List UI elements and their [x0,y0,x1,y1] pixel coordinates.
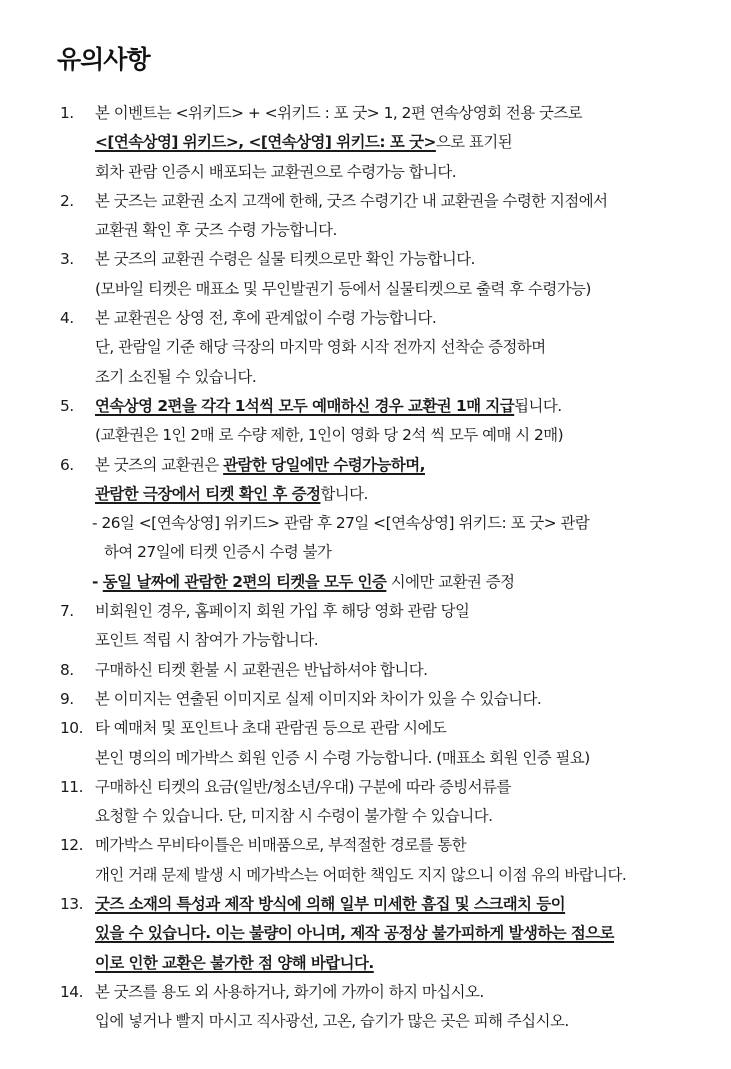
item-text-emphasis: 관람한 극장에서 티켓 확인 후 증정 [95,484,321,503]
item-text: 본 굿즈를 용도 외 사용하거나, 화기에 가까이 하지 마십시오. [95,982,484,1001]
item-number: 13. [60,895,83,914]
item-text: 본 굿즈의 교환권은 [95,455,224,474]
list-item-6 [0,451,731,480]
notice-list [0,99,731,1037]
item-text: 됩니다. [514,396,562,415]
item-text-emphasis: 이로 인한 교환은 불가한 점 양해 바랍니다. [95,953,374,972]
list-item-1 [0,99,731,128]
item-number: 14. [60,982,83,1001]
item-text: 타 예매처 및 포인트나 초대 관람권 등으로 관람 시에도 [95,719,447,738]
item-number: 3. [60,250,74,269]
item-text-emphasis: 굿즈 소재의 특성과 제작 방식에 의해 일부 미세한 흠집 및 스크래치 등이 [95,895,566,914]
item-text: 비회원인 경우, 홈페이지 회원 가입 후 해당 영화 관람 당일 [95,602,470,621]
item-number: 11. [60,777,83,796]
list-item-4 [0,304,731,333]
item-number: 5. [60,396,74,415]
item-text: 구매하신 티켓의 요금(일반/청소년/우대) 구분에 따라 증빙서류를 [95,777,511,796]
item-text-emphasis: 연속상영 2편을 각각 1석씩 모두 예매하신 경우 교환권 1매 지급 [95,396,515,415]
item-number: 6. [60,455,74,474]
list-item-5 [0,392,731,421]
item-text-emphasis: 동일 날짜에 관람한 2편의 티켓을 모두 인증 [102,572,387,591]
item-number: 9. [60,689,74,708]
item-text: 본인 명의의 메가박스 회원 인증 시 수령 가능합니다. (매표소 회원 인증 필요) [95,748,590,767]
sub-item-text: 하여 27일에 티켓 인증시 수령 불가 [104,543,332,562]
item-text-emphasis: <[연속상영] 위키드>, <[연속상영] 위키드: 포 굿> [95,133,436,152]
item-text: 메가박스 무비타이틀은 비매품으로, 부적절한 경로를 통한 [95,836,467,855]
item-text: (교환권은 1인 2매 로 수량 제한, 1인이 영화 당 2석 씩 모두 예매 시 2매) [95,426,564,445]
item-text: 회차 관람 인증시 배포되는 교환권으로 수령가능 합니다. [95,162,457,181]
item-text: 으로 표기된 [435,133,513,152]
item-text: 본 굿즈의 교환권 수령은 실물 티켓으로만 확인 가능합니다. [95,250,475,269]
item-number: 8. [60,660,74,679]
item-text: 단, 관람일 기준 해당 극장의 마지막 영화 시작 전까지 선착순 증정하며 [95,338,546,357]
item-text: 요청할 수 있습니다. 단, 미지참 시 수령이 불가할 수 있습니다. [95,807,493,826]
list-item-11 [0,773,731,802]
list-item-7 [0,597,731,626]
sub-item-text: - 26일 <[연속상영] 위키드> 관람 후 27일 <[연속상영] 위키드: 포 굿> 관람 [92,514,590,533]
item-text-emphasis: 있을 수 있습니다. 이는 불량이 아니며, 제작 공정상 불가피하게 발생하는 점으로 [95,924,615,943]
item-number: 1. [60,104,74,122]
item-text: 포인트 적립 시 참여가 가능합니다. [95,631,319,650]
item-text: 조기 소진될 수 있습니다. [95,367,257,386]
list-item-2 [0,187,731,216]
list-item-10 [0,714,731,743]
item-number: 7. [60,602,74,621]
list-item-9 [0,685,731,714]
item-text: 구매하신 티켓 환불 시 교환권은 반납하셔야 합니다. [95,660,428,679]
list-item-8 [0,656,731,685]
list-item-12 [0,831,731,860]
list-item-14 [0,978,731,1007]
item-text: 교환권 확인 후 굿즈 수령 가능합니다. [95,221,337,240]
item-number: 10. [60,719,83,738]
item-text: 합니다. [320,484,368,503]
item-number: 12. [60,836,83,855]
item-text-emphasis: 관람한 당일에만 수령가능하며, [223,455,425,474]
sub-item-dash: - [92,572,103,591]
item-text: (모바일 티켓은 매표소 및 무인발권기 등에서 실물티켓으로 출력 후 수령가능) [95,279,591,298]
item-text: 입에 넣거나 빨지 마시고 직사광선, 고온, 습기가 많은 곳은 피해 주십시오. [95,1012,569,1031]
sub-item-text: 시에만 교환권 증정 [386,572,515,591]
list-item-3 [0,245,731,274]
item-text: 본 이미지는 연출된 이미지로 실제 이미지와 차이가 있을 수 있습니다. [95,689,542,708]
list-item-13 [0,890,731,919]
item-number: 2. [60,191,74,210]
item-text: 본 교환권은 상영 전, 후에 관계없이 수령 가능합니다. [95,309,437,328]
item-text: 개인 거래 문제 발생 시 메가박스는 어떠한 책임도 지지 않으니 이점 유의 바랍니다. [95,865,627,884]
page-title: 유의사항 [57,45,150,74]
item-text: 본 이벤트는 <위키드> + <위키드 : 포 굿> 1, 2편 연속상영회 전용 굿즈로 [95,104,583,122]
item-text: 본 굿즈는 교환권 소지 고객에 한해, 굿즈 수령기간 내 교환권을 수령한 지점에서 [95,191,608,210]
item-number: 4. [60,309,74,328]
